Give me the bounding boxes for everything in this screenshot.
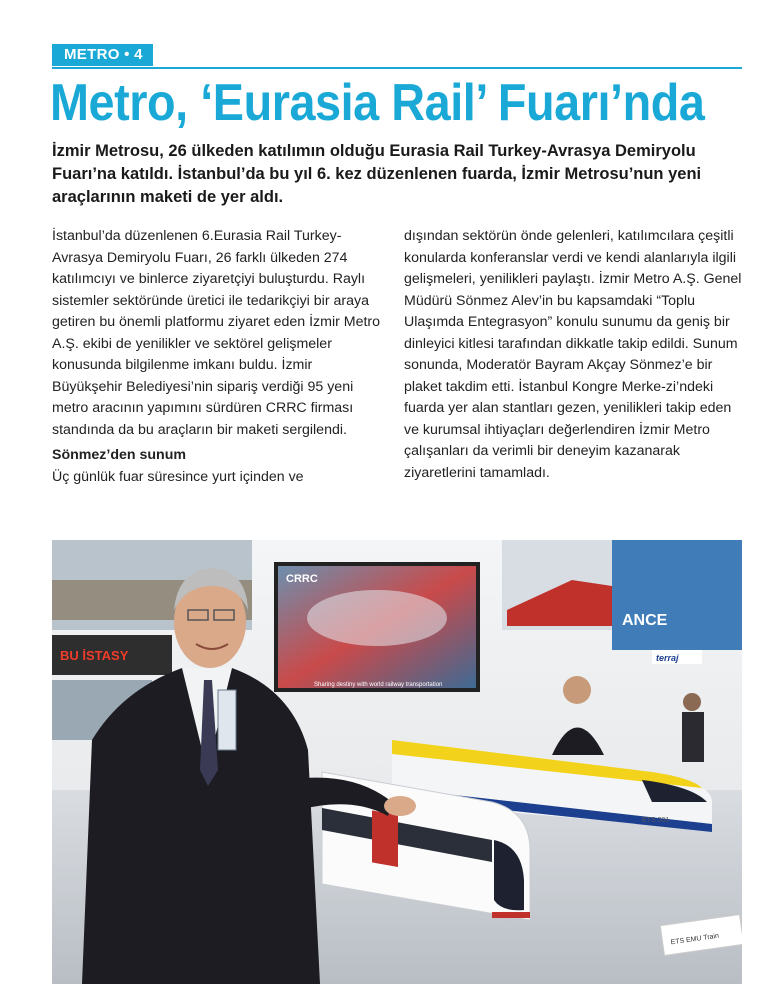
body-column-right bbox=[404, 226, 744, 484]
model-label: ETS 201 bbox=[642, 817, 670, 824]
hand bbox=[384, 796, 416, 816]
fair-stand-illustration bbox=[52, 540, 742, 984]
article-lead: İzmir Metrosu, 26 ülkeden katılımın olduğu Eurasia Rail Turkey-Avrasya Demiryolu Fuarı’na katıldı. İstanbul’da bu yıl 6. kez düzenlenen fuarda, İzmir Metrosu’nun yeni araçlarının maketi de yer aldı. bbox=[52, 142, 702, 206]
article-headline: Metro, ‘Eurasia Rail’ Fuarı’nda bbox=[50, 74, 705, 132]
badge bbox=[218, 690, 236, 750]
left-sign-text: BU İSTASY bbox=[60, 648, 129, 663]
plaque-label: ETS EMU Train bbox=[670, 932, 720, 947]
screen-brand: CRRC bbox=[286, 573, 318, 585]
body-subhead: Sönmez’den sunum bbox=[52, 447, 187, 463]
body-column-left bbox=[52, 226, 382, 488]
exhibitor-banner bbox=[612, 540, 742, 650]
body-paragraph: Üç günlük fuar süresince yurt içinden ve bbox=[52, 468, 304, 485]
article-photo bbox=[52, 540, 742, 984]
right-sign-text: ANCE bbox=[622, 612, 668, 629]
body-paragraph: İstanbul’da düzenlenen 6.Eurasia Rail Turkey-Avrasya Demiryolu Fuarı, 26 farklı ülkeden 274 katılımcıyı ve binlerce ziyaretçiyi buluşturdu. Raylı sistemler sektöründe üretici ile tedarikçiyi bir araya getiren bu önemli platformu ziyaret eden İzmir Metro A.Ş. ekibi de yenilikler ve sektörel gelişmeler konusunda bilgilenme imkanı buldu. İzmir Büyükşehir Belediyesi’nin sipariş verdiği 95 yeni metro aracının yapımını sürdüren CRRC firması standında da bu araçların bir maketi sergilendi. bbox=[52, 228, 381, 438]
section-label: METRO • 4 bbox=[64, 46, 143, 63]
small-brand: terraj bbox=[656, 653, 679, 663]
section-divider bbox=[52, 67, 742, 69]
body-paragraph: dışından sektörün önde gelenleri, katılımcılara çeşitli konularda konferanslar verdi ve kendi alanlarıyla ilgili gelişmeleri, yenilikleri paylaştı. İzmir Metro A.Ş. Genel Müdürü Sönmez Alev’in bu kapsamdaki “Toplu Ulaşımda Entegrasyon” konulu sunumu da geniş bir dinleyici kitlesi tarafından dikkatle takip edildi. Sunum sonunda, Moderatör Bayram Akçay Sönmez’e bir plaket takdim etti. İstanbul Kongre Merke-zi’ndeki fuarda yer alan stantları gezen, yenilikleri takip eden ve kurumsal ihtiyaçları değerlendiren İzmir Metro çalışanları da verimli bir deneyim kazanarak ziyaretlerini tamamladı. bbox=[404, 228, 742, 481]
section-tag bbox=[52, 44, 153, 66]
screen-caption: Sharing destiny with world railway transportation bbox=[314, 682, 443, 688]
